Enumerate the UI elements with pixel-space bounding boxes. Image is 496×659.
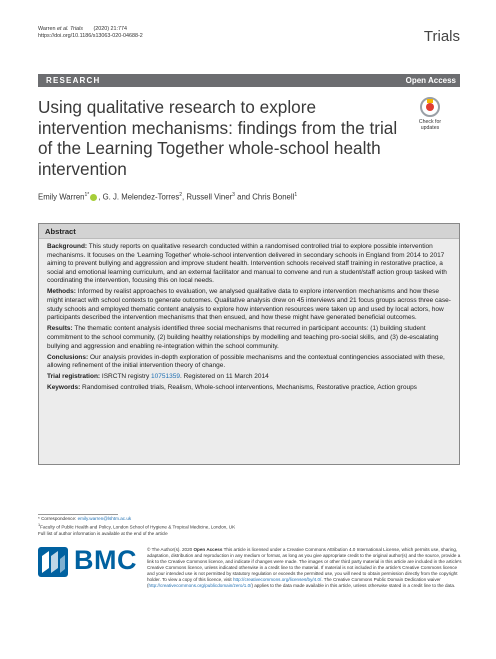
publisher-name: BMC (74, 545, 137, 575)
section-label: Methods: (47, 288, 76, 296)
section-text: Informed by realist approaches to evaluation, we analysed qualitative data to explore intervention mechanisms and how these might interact with school contexts to generate outcomes. Qualitative analysis drew on 45 interviews and 21 focus groups across three case-study schools and employed thematic content analysis to explore how intervention resources were taken up and used by local actors, how participants described the intervention mechanisms that then ensued, and how these might have generated beneficial outcomes. (47, 288, 451, 322)
article-title: Using qualitative research to explore intervention mechanisms: findings from the trial of the Learning Together whole-school health intervention (38, 97, 398, 179)
abstract-trial-registration (47, 373, 453, 382)
full-list-note: Full list of author information is available at the end of the article (38, 530, 168, 536)
section-text: The thematic content analysis identified three social mechanisms that recurred in participant accounts: (1) building student commitment to the school community, (2) building healthy relationships by modelling and teaching pro-social skills, and (3) de-escalating bullying and aggression and enabling re-integration within the school community. (47, 325, 439, 350)
section-label: Results: (47, 325, 73, 333)
license-oa: Open Access (193, 547, 223, 552)
abstract-keywords (47, 384, 453, 393)
waiver-url[interactable]: http://creativecommons.org/publicdomain/zero/1.0/ (148, 583, 252, 588)
footnotes (38, 516, 235, 537)
open-access-label: Open Access (405, 76, 456, 85)
abstract-body (47, 243, 453, 396)
abstract-header (39, 224, 459, 239)
affiliation-text: Faculty of Public Health and Policy, London School of Hygiene & Tropical Medicine, London, UK (40, 524, 236, 530)
header-year-volume: (2020) 21:774 (93, 26, 128, 32)
author-sup: 1* (84, 192, 90, 198)
section-text: ISRCTN registry (100, 373, 152, 381)
check-for-updates-badge[interactable] (411, 97, 449, 135)
trial-id-link[interactable]: 10751359 (151, 373, 180, 381)
author-name[interactable]: , Russell Viner (182, 192, 233, 202)
section-text: Our analysis provides in-depth exploration of possible mechanisms and the contextual contingencies associated with these, allowing refinement of the initial intervention theory of change. (47, 353, 445, 370)
license-body: This article is licensed under a Creative Commons Attribution 4.0 International License, which permits use, sharing, adaptation, distribution and reproduction in any medium or format, as long as you give appropriate credit to the original author(s) and the source, provide a link to the Creative Commons licence, and indicate if changes were made. The images or other third party material in this article are included in the article's Creative Commons licence, unless indicated otherwise in a credit line to the material. If material is not included in the article's Creative Commons licence and your intended use is not permitted by statutory regulation or exceeds the permitted use, you will need to obtain permission directly from the copyright holder. To view a copy of this licence, visit (147, 547, 462, 582)
crossmark-line2: updates (420, 125, 440, 131)
license-end: ) applies to the data made available in this article, unless otherwise stated in a credit line to the data. (251, 583, 456, 588)
citation-line (38, 26, 143, 33)
abstract-box (38, 223, 460, 465)
author-sup: 3 (232, 192, 235, 198)
header-journal: et al. Trials (56, 26, 83, 32)
doi-link[interactable]: https://doi.org/10.1186/s13063-020-04688-2 (38, 33, 143, 39)
author-name[interactable]: and Chris Bonell (234, 192, 295, 202)
license-url[interactable]: http://creativecommons.org/licenses/by/4.0/ (232, 577, 322, 582)
abstract-conclusions (47, 354, 453, 371)
abstract-heading: Abstract (45, 227, 76, 236)
journal-name: Trials (423, 28, 460, 45)
footnote-divider (38, 514, 118, 515)
crossmark-icon (420, 97, 440, 117)
section-text: This study reports on qualitative research conducted within a randomised controlled trial to explore possible intervention mechanisms. It focuses on the 'Learning Together' whole-school intervention delivered in secondary schools in England from 2014 to 2017 aiming to prevent bullying and aggression and improve student health. Intervention schools received staff training in restorative practice, a social and emotional learning curriculum, and an external facilitator and manual to convene and run a student/staff action group tasked with coordinating the intervention, focusing this on local needs. (47, 243, 447, 285)
license-mid: . The Creative Commons Public Domain Dedication waiver ( (147, 577, 441, 588)
abstract-methods (47, 288, 453, 322)
abstract-results (47, 325, 453, 351)
running-header (38, 26, 143, 40)
section-text: Randomised controlled trials, Realism, Whole-school interventions, Mechanisms, Restorative practice, Action groups (80, 384, 417, 392)
license-prefix: © The Author(s). 2020 (147, 547, 194, 552)
article-type-bar (38, 74, 460, 87)
section-label: Conclusions: (47, 353, 89, 361)
orcid-icon[interactable] (90, 194, 97, 201)
publisher-logo[interactable] (38, 545, 144, 579)
section-label: Trial registration: (47, 373, 101, 381)
author-name[interactable]: Emily Warren (38, 192, 85, 202)
article-type: RESEARCH (46, 76, 101, 85)
author-list (38, 192, 297, 202)
affiliation (38, 522, 235, 531)
crossmark-line1: Check for (418, 119, 442, 125)
abstract-background (47, 243, 453, 286)
affiliation-sup: 1 (38, 523, 41, 528)
license-text (147, 547, 462, 589)
bmc-logo-icon (38, 547, 68, 577)
author-name[interactable]: , G. J. Melendez-Torres (98, 192, 180, 202)
header-authors: Warren (38, 26, 57, 32)
email-link[interactable]: emily.warren@lshtm.ac.uk (77, 516, 132, 521)
section-text: . Registered on 11 March 2014 (179, 373, 269, 381)
author-sup: 2 (179, 192, 183, 198)
author-sup: 1 (294, 192, 298, 198)
section-label: Keywords: (47, 384, 81, 392)
section-label: Background: (47, 243, 88, 250)
correspondence-label: * Correspondence: (38, 516, 78, 521)
